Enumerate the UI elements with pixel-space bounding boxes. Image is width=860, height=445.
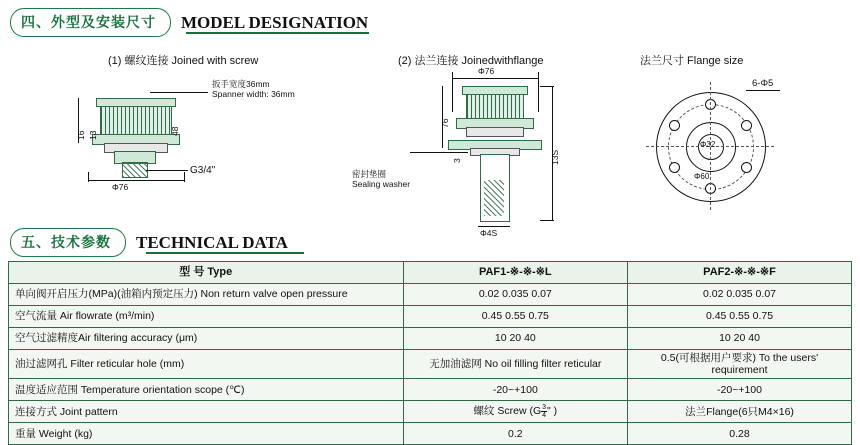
title-underline-2: [146, 252, 304, 254]
fig1-spanner-cn: 扳手宽度36mm: [212, 79, 270, 89]
row-label-airflow: 空气流量 Air flowrate (m³/min): [9, 306, 404, 328]
joint-fraction-numerator: 3: [542, 404, 547, 412]
section-badge-cn: 四、外型及安装尺寸: [10, 8, 171, 37]
fig1-ext-left: [88, 172, 89, 182]
fig2-cap-ribs: [466, 92, 524, 120]
row-paf1-open-pressure: 0.02 0.035 0.07: [403, 284, 627, 306]
table-header-type: 型 号 Type: [9, 262, 404, 284]
table-row: [9, 401, 852, 423]
fig2-seal-en: Sealing washer: [352, 179, 411, 189]
row-paf2-joint: 法兰Flange(6只M4×16): [628, 401, 852, 423]
row-paf1-temperature: -20~+100: [403, 379, 627, 401]
fig1-cap-ribs: [100, 104, 172, 136]
fig1-thread-stub: [122, 162, 148, 178]
fig2-dimline-d76: [452, 78, 538, 79]
row-paf2-weight: 0.28: [628, 423, 852, 445]
section-title-en: MODEL DESIGNATION: [181, 12, 369, 32]
fig1-dim-16: 16: [76, 130, 86, 140]
row-paf1-joint: [403, 401, 627, 423]
fig2-tube-mesh: [484, 180, 504, 216]
fig1-top-plate: [96, 98, 176, 107]
fig2-dim-3: 3: [452, 158, 462, 163]
row-label-weight: 重量 Weight (kg): [9, 423, 404, 445]
joint-suffix: " ): [547, 405, 558, 418]
table-row: [9, 328, 852, 350]
fig2-seal-cn: 密封垫圈: [352, 169, 387, 179]
joint-prefix: 螺纹 Screw (G: [473, 405, 542, 418]
fig1-thread-label: G3/4": [190, 165, 216, 176]
row-paf1-accuracy: 10 20 40: [403, 328, 627, 350]
figure3-caption: 法兰尺寸 Flange size: [640, 55, 744, 67]
fig2-ext-r: [538, 72, 539, 112]
row-label-open-pressure: 单向阀开启压力(MPa)(油箱内预定压力) Non return valve open pressure: [9, 284, 404, 306]
row-paf2-open-pressure: 0.02 0.035 0.07: [628, 284, 852, 306]
section-badge-cn-2: 五、技术参数: [10, 228, 126, 257]
table-header-paf2: PAF2-※-※-※F: [628, 262, 852, 284]
table-row: [9, 350, 852, 379]
row-paf1-airflow: 0.45 0.55 0.75: [403, 306, 627, 328]
table-header-paf1: PAF1-※-※-※L: [403, 262, 627, 284]
joint-fraction-denominator: 4: [542, 412, 547, 420]
fig2-top-plate: [462, 86, 528, 95]
technical-data-table: [8, 261, 852, 445]
title-underline-1: [186, 32, 369, 34]
fig2-grey-band: [466, 127, 524, 137]
fig1-leader-thread: [146, 170, 188, 171]
fig2-ext-l: [452, 72, 453, 112]
fig3-dim-d2: Φ60: [694, 172, 710, 181]
fig1-dim-48: 48: [170, 126, 180, 136]
table-row: [9, 284, 852, 306]
fig2-tick-bot: [540, 220, 554, 221]
table-header-row: [9, 262, 852, 284]
table-row: [9, 306, 852, 328]
fig2-leader-seal: [410, 152, 468, 153]
figure2-caption: (2) 法兰连接 Joinedwithflange: [398, 55, 544, 67]
row-paf2-temperature: -20~+100: [628, 379, 852, 401]
row-paf2-airflow: 0.45 0.55 0.75: [628, 306, 852, 328]
fig3-leader-holes: [746, 90, 780, 91]
fig2-dim-d76: Φ76: [478, 66, 495, 76]
fig3-hole-3: [741, 162, 752, 173]
fig2-vdim-76: [442, 86, 443, 148]
fig2-dim-d4s: Φ4S: [480, 228, 498, 238]
fig3-hole-2: [741, 120, 752, 131]
fig1-leader-spanner: [150, 92, 208, 93]
fig3-hole-6: [669, 120, 680, 131]
fig2-tick-top: [540, 86, 554, 87]
fig1-dimline-d76: [88, 180, 184, 181]
table-row: [9, 379, 852, 401]
fig2-dimline-d4s: [478, 226, 510, 227]
section-title-en-2: TECHNICAL DATA: [136, 232, 288, 252]
fig2-dim-13s: 13S: [550, 149, 560, 165]
row-label-accuracy: 空气过滤精度Air filtering accuracy (μm): [9, 328, 404, 350]
row-paf2-reticular: 0.5(可根据用户要求) To the users' requirement: [628, 350, 852, 379]
row-label-reticular: 油过滤网孔 Filter reticular hole (mm): [9, 350, 404, 379]
row-paf1-reticular: 无加油滤网 No oil filling filter reticular: [403, 350, 627, 379]
row-paf2-accuracy: 10 20 40: [628, 328, 852, 350]
row-paf1-weight: 0.2: [403, 423, 627, 445]
fig3-dim-d1: Φ32: [700, 140, 716, 149]
fig1-spanner-en: Spanner width: 36mm: [212, 89, 295, 99]
figure1-caption: (1) 螺纹连接 Joined with screw: [108, 55, 259, 67]
row-label-joint: 连接方式 Joint pattern: [9, 401, 404, 423]
fig1-ext-right: [184, 172, 185, 182]
fig1-dim-d76: Φ76: [112, 182, 129, 192]
fig2-dim-76: 76: [440, 118, 450, 128]
fig3-holes-label: 6-Φ5: [752, 78, 774, 89]
row-label-temperature: 温度适应范围 Temperature orientation scope (℃): [9, 379, 404, 401]
fig1-dim-13: 13: [88, 130, 98, 140]
fig3-hole-5: [669, 162, 680, 173]
